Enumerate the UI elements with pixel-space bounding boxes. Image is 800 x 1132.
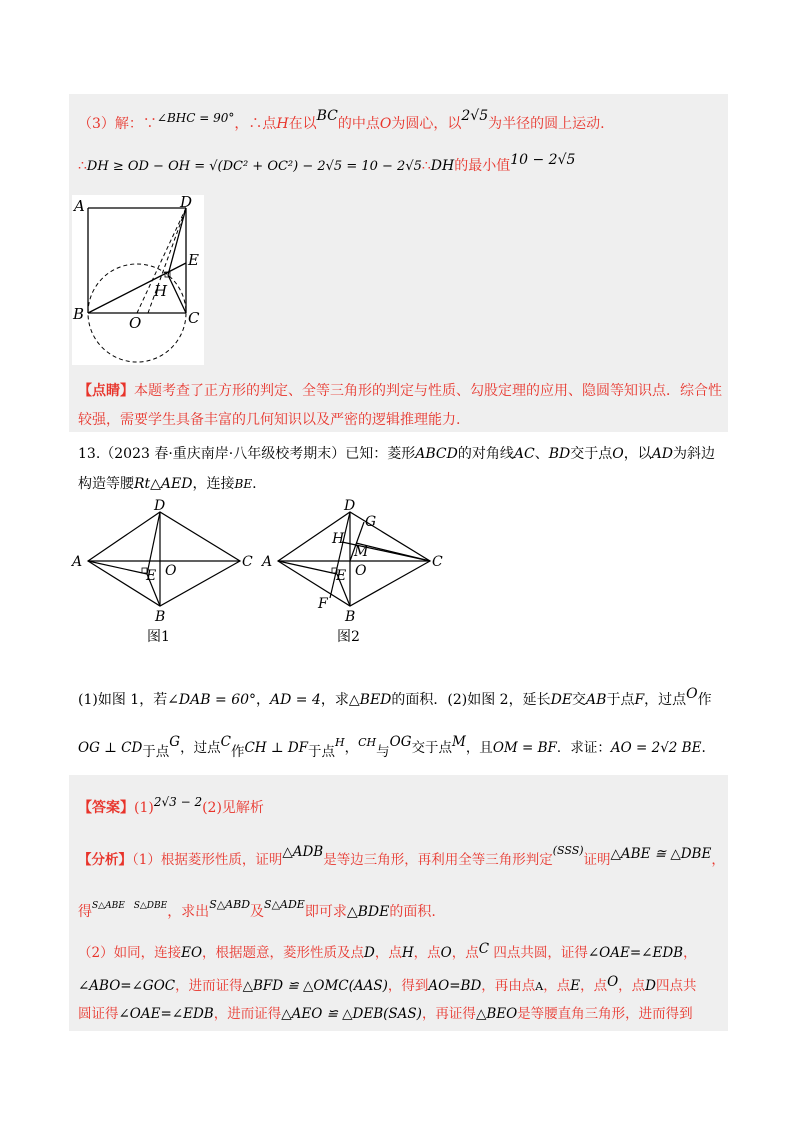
label-d: D xyxy=(344,498,356,514)
label-f: F xyxy=(318,596,328,612)
segment-ae xyxy=(88,561,147,574)
label-o: O xyxy=(355,563,367,579)
analysis-line-4: ∠ABO=∠GOC，进而证得△BFD ≌ △OMC(AAS)，得到AO=BD，再由点A，点E，点O，点D四点共 xyxy=(78,974,697,994)
question-parts-line-1: (1)如图 1，若∠DAB = 60°，AD = 4，求△BED的面积．(2)如图 2，延长DE交AB于点F，过点O作 xyxy=(78,686,712,708)
label-b: B xyxy=(345,609,356,625)
label-d: D xyxy=(180,195,193,211)
label-a: A xyxy=(262,554,273,570)
label-a: A xyxy=(72,554,83,570)
segment-df xyxy=(330,512,350,598)
label-o: O xyxy=(165,563,177,579)
analysis-line-1: 【分析】（1）根据菱形性质，证明△ADB是等边三角形，再利用全等三角形判定$^{(SSS)}$证明△ABE ≅ △DBE， xyxy=(78,844,725,868)
label-e: E xyxy=(336,568,347,584)
segment-de xyxy=(147,512,160,574)
figure-2 xyxy=(258,498,448,648)
answer-line: 【答案】(1)2√3 − 2(2)见解析 xyxy=(78,795,264,816)
caption: 图1 xyxy=(147,629,170,645)
question-13-line-1: 13.（2023 春·重庆南岸·八年级校考期末）已知：菱形ABCD的对角线AC、BD交于点O，以AD为斜边 xyxy=(78,446,716,462)
label-e: E xyxy=(146,568,157,584)
label-c: C xyxy=(188,309,200,327)
label-d: D xyxy=(154,498,166,514)
label-c: C xyxy=(242,554,253,570)
analysis-line-2: 得$^{S\triangle ABE}$ $^{S\triangle DBE}$，求出$^{S\triangle ABD}$及$^{S\triangle ADE}$即可求△BDE的面积. xyxy=(78,898,436,920)
label-b: B xyxy=(155,609,166,625)
analysis-line-3: （2）如同，连接EO，根据题意，菱形性质及点D，点H，点O，点C 四点共圆，证得∠OAE=∠EDB， xyxy=(78,941,697,961)
segment-ae xyxy=(278,561,337,574)
caption: 图2 xyxy=(337,629,360,645)
analysis-line-5: 圆证得∠OAE=∠EDB，进而证得△AEO ≌ △DEB(SAS)，再证得△BEO是等腰直角三角形，进而得到 xyxy=(78,1006,693,1022)
label-e: E xyxy=(188,251,199,269)
square-figure xyxy=(72,195,204,365)
rhombus-abcd xyxy=(88,512,240,606)
question-13-line-2: 构造等腰Rt△AED，连接BE. xyxy=(78,476,257,492)
figure-background xyxy=(72,195,204,365)
solution-3-line-2: ∴DH ≥ OD − OH = √(DC² + OC²) − 2√5 = 10 − 2√5∴DH的最小值10 − 2√5 xyxy=(78,152,576,174)
label-g: G xyxy=(365,514,377,530)
label-c: C xyxy=(432,554,443,570)
label-h: H xyxy=(154,282,168,300)
label-o: O xyxy=(129,314,142,332)
review-line-1: 【点睛】本题考查了正方形的判定、全等三角形的判定与性质、勾股定理的应用、隐圆等知识点．综合性 xyxy=(78,383,722,399)
question-parts-line-2: OG ⊥ CD于点G，过点C作CH ⊥ DF于点$^H$，$^{CH}$与OG交于点M，且OM = BF．求证：AO = 2√2 BE. xyxy=(78,734,706,760)
label-h: H xyxy=(332,531,345,547)
label-b: B xyxy=(73,305,85,323)
figure-1 xyxy=(68,498,258,648)
solution-3-line-1: （3）解：∵∠BHC = 90°，∴点H在以BC的中点O为圆心，以2√5为半径的圆上运动. xyxy=(78,108,605,132)
label-m: M xyxy=(354,544,369,560)
review-line-2: 较强，需要学生具备丰富的几何知识以及严密的逻辑推理能力. xyxy=(78,412,461,428)
label-a: A xyxy=(74,197,85,215)
